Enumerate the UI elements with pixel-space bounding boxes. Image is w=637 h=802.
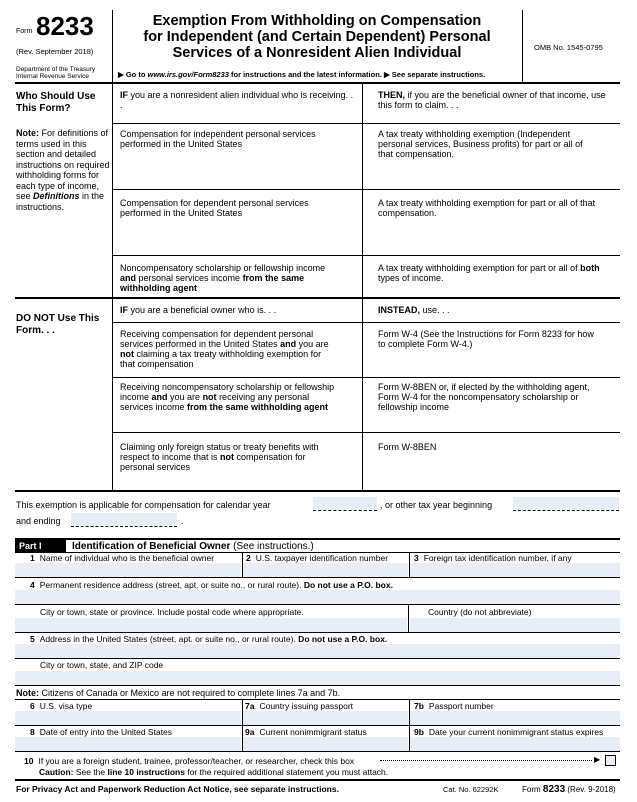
line-3-label: 3 Foreign tax identification number, if any — [414, 553, 572, 563]
catalog-number: Cat. No. 62292K — [443, 785, 499, 794]
line-10-arrow: ▶ — [594, 755, 601, 764]
who-row-3-left: Noncompensatory scholarship or fellowship income and personal services income from the same withholding agent — [120, 263, 326, 293]
donot-row-3-right: Form W-8BEN — [378, 442, 437, 452]
line-2-label: 2 U.S. taxpayer identification number — [246, 553, 389, 563]
line-10-leader — [380, 760, 592, 761]
who-note: Note: For definitions of terms used in this section and detailed instructions on required withholding forms for each type of income, see Definitions in the instructions. — [16, 128, 110, 212]
country-field[interactable] — [410, 618, 620, 632]
who-if-header: IF you are a nonresident alien individual who is receiving. . . — [120, 90, 354, 110]
who-then-header: THEN, if you are the beneficial owner of that income, use this form to claim. . . — [378, 90, 606, 110]
exemption-line-1-mid: , or other tax year beginning — [380, 500, 493, 510]
who-row-2-right: A tax treaty withholding exemption for part or all of that compensation. — [378, 198, 596, 218]
donot-row-3-left: Claiming only foreign status or treaty benefits with respect to income that is not compensation for personal services — [120, 442, 319, 472]
canada-mexico-note: Note: Citizens of Canada or Mexico are not required to complete lines 7a and 7b. — [16, 688, 341, 698]
department-2: Internal Revenue Service — [16, 73, 89, 80]
us-tin-field[interactable] — [243, 563, 408, 577]
exemption-line-2-label: and ending — [16, 516, 61, 526]
tax-year-begin-field[interactable] — [513, 497, 619, 510]
line-10-checkbox[interactable] — [605, 755, 616, 766]
permanent-address-field[interactable] — [15, 590, 620, 604]
department-1: Department of the Treasury — [16, 66, 96, 73]
line-9b-label: 9b Date your current nonimmigrant status expires — [414, 727, 604, 737]
tax-year-end-field[interactable] — [71, 513, 177, 526]
us-city-field[interactable] — [15, 671, 620, 685]
donot-instead-header: INSTEAD, use. . . — [378, 305, 450, 315]
revision-date: (Rev. September 2018) — [16, 47, 94, 56]
nonimmigrant-status-field[interactable] — [243, 737, 408, 751]
line-4-city-label: City or town, state or province. Include postal code where appropriate. — [40, 607, 304, 617]
donot-if-header: IF you are a beneficial owner who is. . . — [120, 305, 277, 315]
form-label: Form — [16, 28, 33, 35]
foreign-city-field[interactable] — [15, 618, 407, 632]
passport-country-field[interactable] — [243, 711, 408, 725]
who-heading: Who Should Use This Form? — [16, 91, 96, 114]
instructions-link-line: ▶ Go to www.irs.gov/Form8233 for instructions and the latest information. ▶ See separate instructions. — [118, 70, 486, 79]
line-5-city-label: City or town, state, and ZIP code — [40, 660, 164, 670]
who-row-3-right: A tax treaty withholding exemption for part or all of both types of income. — [378, 263, 600, 283]
omb-number: OMB No. 1545-0795 — [534, 43, 603, 52]
line-8-label: 8 Date of entry into the United States — [30, 727, 173, 737]
footer-form-id: Form 8233 (Rev. 9-2018) — [522, 784, 616, 795]
donot-heading: DO NOT Use This Form. . . — [16, 313, 100, 336]
foreign-tin-field[interactable] — [410, 563, 620, 577]
visa-type-field[interactable] — [15, 711, 241, 725]
form-title-2: for Independent (and Certain Dependent) Personal — [143, 29, 491, 45]
who-row-1-left: Compensation for independent personal services performed in the United States — [120, 129, 316, 149]
form-title-1: Exemption From Withholding on Compensation — [152, 13, 482, 29]
status-expiry-field[interactable] — [410, 737, 620, 751]
part1-title: Identification of Beneficial Owner (See instructions.) — [72, 541, 314, 552]
donot-row-2-left: Receiving noncompensatory scholarship or fellowship income and you are not receiving any personal services income from the same withholding agent — [120, 382, 335, 412]
irs-url-link[interactable]: www.irs.gov/Form8233 — [147, 70, 229, 79]
line-1-label: 1 Name of individual who is the beneficial owner — [30, 553, 215, 563]
line-5-label: 5 Address in the United States (street, apt. or suite no., or rural route). Do not use a P.O. box. — [30, 634, 388, 644]
donot-row-1-left: Receiving compensation for dependent personal services performed in the United States and you are not claiming a tax treaty withholding exemption for that compensation — [120, 329, 329, 369]
exemption-line-2-end: . — [181, 516, 184, 526]
line-6-label: 6 U.S. visa type — [30, 701, 93, 711]
entry-date-field[interactable] — [15, 737, 241, 751]
line-10-label: 10 If you are a foreign student, trainee, professor/teacher, or researcher, check this box — [24, 756, 355, 766]
line-10-caution: Caution: See the line 10 instructions for the required additional statement you must attach. — [39, 767, 389, 777]
donot-row-1-right: Form W-4 (See the Instructions for Form 8233 for how to complete Form W-4.) — [378, 329, 594, 349]
line-7b-label: 7b Passport number — [414, 701, 494, 711]
beneficial-owner-name-field[interactable] — [15, 563, 241, 577]
part1-label: Part I — [15, 540, 66, 552]
who-row-2-left: Compensation for dependent personal services performed in the United States — [120, 198, 309, 218]
us-address-field[interactable] — [15, 644, 620, 658]
exemption-line-1-label: This exemption is applicable for compensation for calendar year — [16, 500, 271, 510]
calendar-year-field[interactable] — [313, 497, 377, 510]
line-9a-label: 9a Current nonimmigrant status — [245, 727, 367, 737]
line-7a-label: 7a Country issuing passport — [245, 701, 354, 711]
passport-number-field[interactable] — [410, 711, 620, 725]
donot-row-2-right: Form W-8BEN or, if elected by the withholding agent, Form W-4 for the noncompensatory scholarship or fellowship income — [378, 382, 590, 412]
form-title-3: Services of a Nonresident Alien Individual — [172, 45, 462, 61]
line-4-country-label: Country (do not abbreviate) — [428, 607, 532, 617]
privacy-notice: For Privacy Act and Paperwork Reduction Act Notice, see separate instructions. — [16, 784, 339, 794]
line-4-label: 4 Permanent residence address (street, apt. or suite no., or rural route). Do not use a P.O. box. — [30, 580, 393, 590]
form-number: 8233 — [36, 11, 94, 41]
who-row-1-right: A tax treaty withholding exemption (Independent personal services, Business profits) for part or all of that compensation. — [378, 129, 583, 159]
